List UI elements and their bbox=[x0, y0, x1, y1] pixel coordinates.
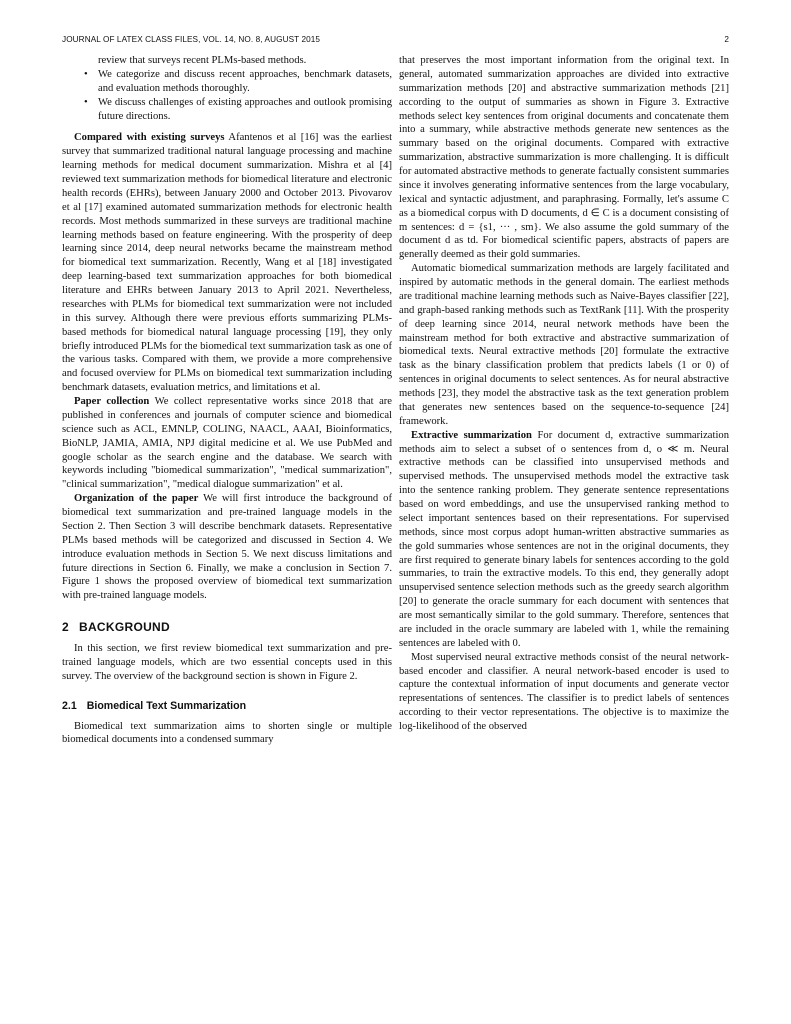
paragraph-lead: Paper collection bbox=[74, 396, 150, 407]
paragraph-background: In this section, we first review biomedical text summarization and pre-trained language models, which are two essential concepts used in this survey. The overview of the background section is shown in Figure 2. bbox=[62, 643, 392, 682]
running-header bbox=[62, 35, 729, 47]
list-item: • We categorize and discuss recent approaches, benchmark datasets, and evaluation methods thoroughly. bbox=[84, 68, 392, 94]
paragraph-supervised-extractive: Most supervised neural extractive methods consist of the neural network-based encoder and classifier. A neural network-based encoder is used to capture the contextual information of input documents and generate vector representations of sentences. The classifier is to predict labels of sentences according to their vector representations. The objective is to maximize the log-likelihood of the observed bbox=[399, 651, 729, 732]
bullet-icon: • bbox=[84, 68, 88, 80]
paragraph-automatic-methods: Automatic biomedical summarization methods are largely facilitated and inspired by automatic methods in the general domain. The earliest methods are traditional machine learning methods such as Naive-Bayes classifier [22], and graph-based ranking methods such as TextRank [11]. With the prosperity of deep learning since 2014, neural network methods have been the mainstream method for both extractive and abstractive summarization of biomedical texts. Neural extractive methods [20] formulate the extractive task as the binary classification problem that predicts labels (1 or 0) of sentences in original documents to select sentences. As for neural abstractive methods [23], they model the abstractive task as the text generation problem that generates new sentences based on the sequence-to-sequence [24] framework. bbox=[399, 263, 729, 427]
paragraph-biomedical-summarization: Biomedical text summarization aims to shorten single or multiple biomedical documents into a condensed summary bbox=[62, 720, 392, 746]
list-item: • We discuss challenges of existing approaches and outlook promising future directions. bbox=[84, 96, 392, 122]
list-item: review that surveys recent PLMs-based methods. bbox=[98, 55, 307, 66]
subsection-title: Biomedical Text Summarization bbox=[86, 699, 247, 712]
subsection-heading bbox=[62, 700, 392, 714]
section-number: 2 bbox=[62, 620, 69, 635]
paragraph-extractive-summarization: Extractive summarization For document d, extractive summarization methods aim to select a subset of o sentences from d, o ≪ m. Neural extractive methods can be classified into unsupervised methods and supervised methods. The unsupervised methods model the extractive task into the sentence ranking problem. They generate sentence representations based on word embeddings, and use the unsupervised ranking method to select important sentences based on their representations. For supervised methods, since most corpus adopt human-written abstractive summaries as the gold summaries whose sentences are not in the original documents, they are first required to generate binary labels for sentences according to the gold summaries, to train the extractive models. To this end, they generally adopt unsupervised sentence selection methods such as the greedy search algorithm [20] to generate the oracle summary for each document with sentences that are most semantically similar to the gold summary. Therefore, sentences that are included in the oracle summary are labeled with 1, while the remaining sentences are labeled with 0. bbox=[399, 429, 729, 649]
journal-header: JOURNAL OF LATEX CLASS FILES, VOL. 14, NO. 8, AUGUST 2015 bbox=[62, 35, 321, 44]
page-number: 2 bbox=[724, 35, 729, 44]
section-title: BACKGROUND bbox=[78, 620, 170, 635]
paragraph-paper-collection: Paper collection We collect representative works since 2018 that are published in conferences and journals of computer science and biomedical science such as ACL, EMNLP, COLING, NAACL, AAAI, Bioinformatics, BioNLP, JAMIA, AMIA, NPJ digital medicine et al. We use PubMed and google scholar as the search engine and the database. We search with keywords including "biomedical summarization", "medical summarization", "clinical summarization", "medical dialogue summarization" et al. bbox=[62, 396, 392, 491]
right-column bbox=[399, 54, 729, 734]
subsection-number: 2.1 bbox=[62, 699, 77, 712]
paragraph-lead: Compared with existing surveys bbox=[74, 132, 225, 144]
contribution-list bbox=[62, 54, 392, 123]
paragraph-summarization-overview: that preserves the most important information from the original text. In general, automated summarization approaches are divided into extractive summarization methods [20] and abstractive summarization methods [21] according to the output of summaries as shown in Figure 3. Extractive methods select key sentences from original documents and concatenate them into a summary, while abstractive methods generate new sentences as the summary based on the original documents. Compared with extractive summarization, abstractive summarization is more challenging. It is difficult for automated abstractive methods to generate factually consistent summaries since it involves generating informative sentences from the large vocabulary, lexical and syntactic adjustment, and paraphrasing. Formally, let's assume C as a biomedical corpus with D documents, d ∈ C is a document consisting of m sentences: d = {s1, ··· , sm}. We also assume the gold summary of the document d as td. For biomedical scientific papers, abstracts of papers are generally deemed as their gold summaries. bbox=[399, 55, 729, 261]
paragraph-existing-surveys: Compared with existing surveys Afantenos et al [16] was the earliest survey that summarized traditional natural language processing and machine learning methods for medical document summarization. Mishra et al [4] reviewed text summarization methods for biomedical literature and electronic health records (EHRs), between January 2000 and October 2013. Pivovarov et al [17] examined automated summarization methods for electronic health records. Most methods summarized in these surveys are traditional machine learning methods based on feature engineering. With the prosperity of deep learning since 2014, deep neural networks became the mainstream method for biomedical text summarization. Recently, Wang et al [18] investigated deep learning-based text summarization approaches for both biomedical literature and EHRs between January 2013 to April 2021. Nevertheless, researches with PLMs for biomedical text summarization were not included in this survey. Although there were previous efforts summarizing PLMs-based methods for biomedical natural language processing [19], they only briefly introduced PLMs for the biomedical text summarization task as one of the various tasks. Compared with them, we provide a more comprehensive and focused overview for PLMs on biomedical text summarization including benchmark datasets, evaluation metrics, and limitations et al. bbox=[62, 132, 393, 394]
left-column bbox=[62, 54, 392, 747]
paragraph-lead: Extractive summarization bbox=[411, 429, 532, 441]
paragraph-organization: Organization of the paper We will first introduce the background of biomedical text summarization and pre-trained language models in the Section 2. Then Section 3 will describe benchmark datasets. Representative PLMs based methods will be categorized and discussed in Section 4. We introduce evaluation methods in Section 5. We next discuss limitations and future directions in Section 6. Finally, we make a conclusion in Section 7. Figure 1 shows the proposed overview of biomedical text summarization with pre-trained language models. bbox=[62, 493, 392, 602]
paragraph-lead: Organization of the paper bbox=[74, 493, 199, 505]
section-heading bbox=[62, 621, 392, 635]
bullet-icon: • bbox=[84, 96, 88, 108]
